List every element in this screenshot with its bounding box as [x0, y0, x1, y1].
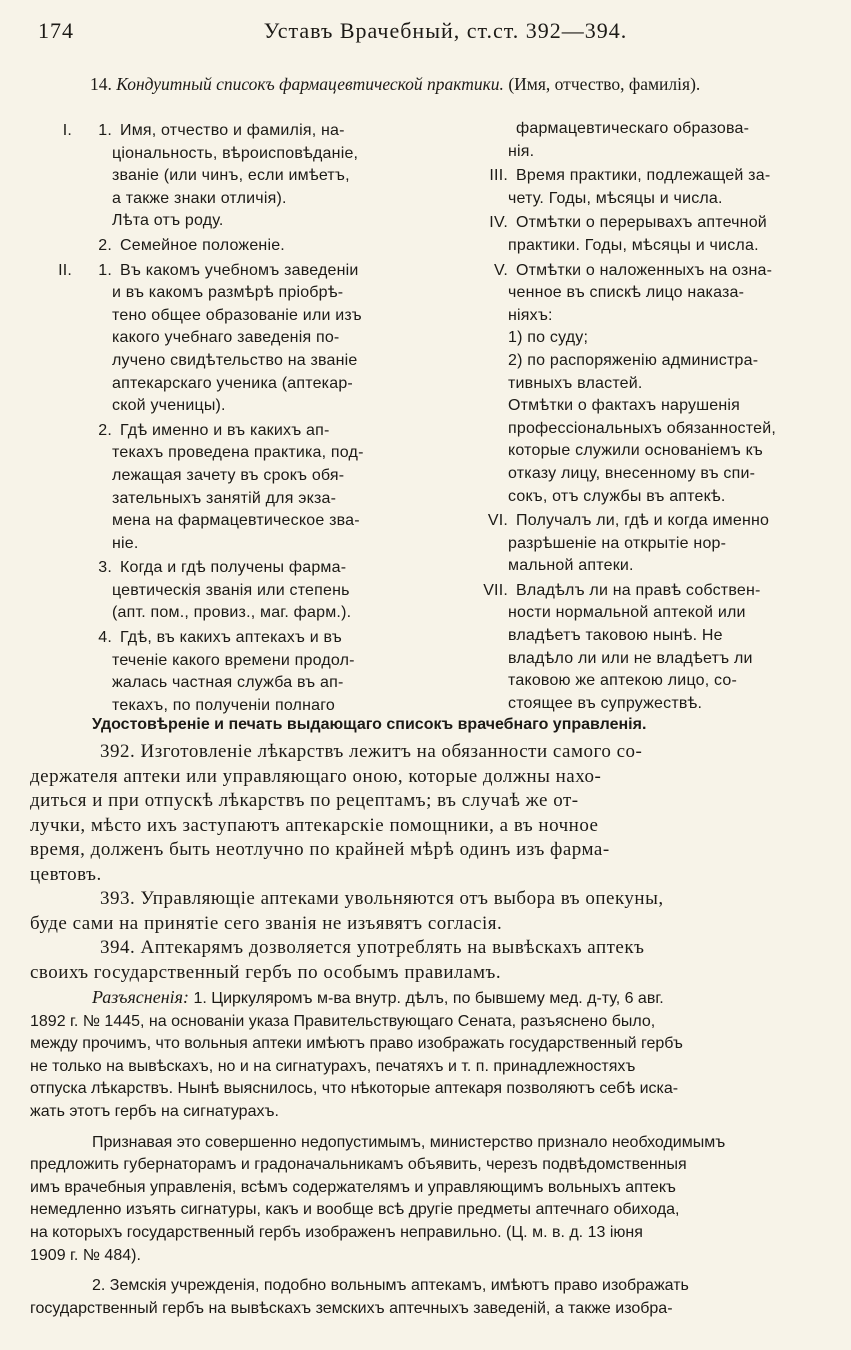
article-line: держателя аптеки или управляющаго оною, которые должны нахо- [30, 765, 602, 787]
form-right-line [470, 555, 815, 578]
form-right-line [470, 260, 815, 283]
item-text: жалась частная служба въ ап- [112, 674, 344, 692]
item-text: а также знаки отличія). [112, 189, 287, 207]
form-right-line [470, 693, 815, 716]
form-right-line [470, 212, 815, 235]
item-text: Семейное положеніе. [120, 236, 285, 254]
article-text: Управляющіе аптеками увольняются отъ выбора въ опекуны, [140, 888, 664, 909]
item-text: Имя, отчество и фамилія, на- [120, 122, 345, 139]
explanation-2-body [30, 1154, 825, 1267]
form-left-line [30, 260, 450, 283]
item-number: 2. [98, 236, 112, 254]
item-text: аптекарскаго ученика (аптекар- [112, 374, 353, 392]
section-roman: IV. [489, 214, 508, 232]
explanation-line: предложить губернаторамъ и градоначальникамъ объявить, черезъ подвѣдомственныя [30, 1156, 687, 1174]
item-text: таковою же аптекою лицо, со- [508, 672, 738, 690]
item-text: (апт. пом., провиз., маг. фарм.). [112, 604, 352, 622]
item-text: Отмѣтки о перерывахъ аптечной [516, 214, 767, 232]
explanation-line: жать этотъ гербъ на сигнатурахъ. [30, 1102, 279, 1120]
explanations-label: Разъясненія: [92, 987, 190, 1007]
item-text: мальной аптеки. [508, 557, 634, 575]
article-number: 394. [100, 937, 136, 958]
article-first-line [30, 740, 825, 765]
section-roman: I. [62, 122, 72, 139]
form-left-line [30, 672, 450, 695]
article-line: цевтовъ. [30, 863, 102, 885]
explanation-1-body [30, 1011, 825, 1124]
form-title [30, 72, 823, 96]
form-right-line [470, 510, 815, 533]
section-roman [30, 235, 80, 258]
form-title-rest: (Имя, отчество, фамилія). [508, 74, 701, 94]
item-text: лежащая зачету въ срокъ обя- [112, 466, 345, 484]
item-text: ціональность, вѣроисповѣданіе, [112, 144, 359, 162]
article-392 [30, 740, 825, 887]
form-right-line [470, 327, 815, 350]
form-left-line [30, 210, 450, 233]
item-text: Гдѣ именно и въ какихъ ап- [120, 421, 330, 439]
item-text: Владѣлъ ли на правѣ собствен- [516, 581, 761, 599]
item-text: нія. [508, 142, 535, 160]
article-number: 393. [100, 888, 136, 909]
item-text: 2) по распоряженію администра- [508, 351, 759, 369]
form-left-line [30, 327, 450, 350]
form-left-line [30, 120, 450, 143]
item-number: 2. [98, 421, 112, 439]
form-left-line [30, 165, 450, 188]
item-text: Гдѣ, въ какихъ аптекахъ и въ [120, 629, 342, 647]
item-text: разрѣшеніе на открытіе нор- [508, 534, 727, 552]
section-roman [470, 118, 516, 141]
page-number: 174 [38, 18, 74, 43]
item-number: 1. [98, 122, 112, 139]
item-text: ніяхъ: [508, 306, 553, 324]
section-roman: III. [489, 167, 508, 185]
explanation-line: 1892 г. № 1445, на основаніи указа Правительствующаго Сената, разъяснено было, [30, 1012, 656, 1030]
form-right-line [470, 141, 815, 164]
certification-line: Удостовѣреніе и печать выдающаго списокъ врачебнаго управленія. [92, 716, 647, 733]
explanation-line: отпуска лѣкарствъ. Нынѣ выяснилось, что нѣкоторые аптекаря позволяютъ себѣ иска- [30, 1080, 679, 1098]
form-title-italic: Кондуитный списокъ фармацевтической практики. [116, 74, 504, 94]
form-right-line [470, 188, 815, 211]
form-left-column [30, 120, 450, 719]
form-right-line [470, 533, 815, 556]
form-right-line [470, 305, 815, 328]
running-title: Уставъ Врачебный, ст.ст. 392—394. [263, 18, 628, 43]
form-right-line [470, 625, 815, 648]
explanations [30, 986, 825, 1320]
form-left-line [30, 143, 450, 166]
article-line: буде сами на принятіе сего званія не изъявятъ согласія. [30, 912, 503, 934]
explanation-3-first-line: 2. Земскія учрежденія, подобно вольнымъ аптекамъ, имѣютъ право изображать [92, 1277, 689, 1295]
form-right-line [470, 418, 815, 441]
form-right-line [470, 395, 815, 418]
running-header [30, 12, 821, 52]
section-roman: V. [493, 261, 508, 279]
form-left-line [30, 395, 450, 418]
item-text: Получалъ ли, гдѣ и когда именно [516, 512, 770, 530]
section-roman: VI. [487, 512, 508, 530]
form-left-line [30, 442, 450, 465]
form-left-line [30, 373, 450, 396]
form-right-line [470, 235, 815, 258]
item-text: Отмѣтки о наложенныхъ на озна- [516, 261, 773, 279]
item-text: тивныхъ властей. [508, 374, 643, 392]
item-text: чету. Годы, мѣсяцы и числа. [508, 189, 723, 207]
form-right-line [470, 602, 815, 625]
item-text: цевтическія званія или степень [112, 581, 350, 599]
article-number: 392. [100, 741, 136, 762]
item-text: Лѣта отъ роду. [112, 212, 224, 230]
form-right-line [470, 165, 815, 188]
item-text: званіе (или чинъ, если имѣетъ, [112, 167, 350, 185]
item-text: ніе. [112, 534, 139, 552]
article-text: Аптекарямъ дозволяется употреблять на вывѣскахъ аптекъ [140, 937, 645, 958]
form-right-column [470, 118, 815, 717]
item-text: Отмѣтки о фактахъ нарушенія [508, 397, 741, 415]
item-text: теченіе какого времени продол- [112, 651, 355, 669]
article-text: Изготовленіе лѣкарствъ лежитъ на обязанности самого со- [140, 741, 643, 762]
form-right-line [470, 350, 815, 373]
form-right-line [470, 463, 815, 486]
explanation-line: 1909 г. № 484). [30, 1246, 141, 1264]
item-text: лучено свидѣтельство на званіе [112, 351, 358, 369]
item-text: ской ученицы). [112, 397, 226, 415]
form-left-line [30, 650, 450, 673]
form-left-line [30, 235, 450, 258]
item-text: Когда и гдѣ получены фарма- [120, 559, 347, 577]
section-roman: VII. [483, 581, 508, 599]
explanation-line: между прочимъ, что вольныя аптеки имѣютъ право изображать государственный гербъ [30, 1035, 683, 1053]
item-number: 1. [98, 261, 112, 279]
explanation-2-first-line: Признавая это совершенно недопустимымъ, министерство признало необходимымъ [92, 1133, 726, 1151]
form-left-line [30, 695, 450, 718]
form-left-line [30, 488, 450, 511]
item-text: и въ какомъ размѣрѣ пріобрѣ- [112, 284, 344, 302]
form-left-line [30, 282, 450, 305]
form-number: 14. [90, 74, 112, 94]
form-left-line [30, 350, 450, 373]
explanation-line: государственный гербъ на вывѣскахъ земскихъ аптечныхъ заведеній, а также изобра- [30, 1299, 673, 1317]
item-text: стоящее въ супружествѣ. [508, 694, 703, 712]
form-left-line [30, 602, 450, 625]
explanation-1-first-line: Разъясненія: 1. Циркуляромъ м-ва внутр. дѣлъ, по бывшему мед. д-ту, 6 авг. [92, 987, 664, 1007]
section-roman [30, 420, 80, 443]
item-text: владѣло ли или не владѣетъ ли [508, 649, 753, 667]
item-text: профессіональныхъ обязанностей, [508, 419, 776, 437]
item-text: фармацевтическаго образова- [516, 120, 750, 137]
form-right-line [470, 486, 815, 509]
explanation-line: немедленно изъять сигнатуры, какъ и вообще всѣ другіе предметы аптечнаго обихода, [30, 1201, 680, 1219]
article-line: диться и при отпускѣ лѣкарствъ по рецептамъ; въ случаѣ же от- [30, 790, 579, 811]
item-text: Время практики, подлежащей за- [516, 167, 771, 185]
item-number: 4. [98, 629, 112, 647]
section-roman: II. [58, 261, 72, 279]
item-number: 3. [98, 559, 112, 577]
item-text: ченное въ спискѣ лицо наказа- [508, 284, 745, 302]
form-left-line [30, 420, 450, 443]
section-roman [30, 557, 80, 580]
item-text: отказу лицу, внесенному въ спи- [508, 464, 756, 482]
article-first-line [30, 887, 825, 912]
form-right-line [470, 580, 815, 603]
item-text: сокъ, отъ службы въ аптекѣ. [508, 487, 726, 505]
form-left-line [30, 533, 450, 556]
form-left-line [30, 510, 450, 533]
form-left-line [30, 465, 450, 488]
article-line: время, долженъ быть неотлучно по крайней мѣрѣ одинъ изъ фарма- [30, 839, 610, 860]
item-text: владѣетъ таковою нынѣ. Не [508, 627, 723, 645]
item-text: текахъ проведена практика, под- [112, 444, 364, 462]
form-left-line [30, 557, 450, 580]
item-text: какого учебнаго заведенія по- [112, 329, 340, 347]
item-text: 1) по суду; [508, 329, 589, 347]
form-left-line [30, 305, 450, 328]
form-left-line [30, 188, 450, 211]
item-text: текахъ, по полученіи полнаго [112, 696, 336, 714]
explanation-line: на которыхъ государственный гербъ изображенъ неправильно. (Ц. м. в. д. 13 іюня [30, 1223, 643, 1241]
article-line: лучки, мѣсто ихъ заступаютъ аптекарскіе помощники, а въ ночное [30, 814, 599, 836]
item-text: Въ какомъ учебномъ заведеніи [120, 261, 359, 279]
item-text: зательныхъ занятій для экза- [112, 489, 337, 507]
form-right-line [470, 648, 815, 671]
form-left-line [30, 580, 450, 603]
form-right-line [470, 670, 815, 693]
section-roman [30, 627, 80, 650]
item-text: мена на фармацевтическое зва- [112, 512, 360, 530]
form-right-line [470, 282, 815, 305]
article-394 [30, 936, 825, 985]
article-line: своихъ государственный гербъ по особымъ правиламъ. [30, 961, 502, 983]
explanation-line: не только на вывѣскахъ, но и на сигнатурахъ, печатяхъ и т. п. принадлежностяхъ [30, 1057, 636, 1075]
form-right-line [470, 373, 815, 396]
item-text: которые служили основаніемъ къ [508, 442, 763, 460]
article-first-line [30, 936, 825, 961]
explanation-3-body [30, 1298, 825, 1321]
form-right-line [470, 118, 815, 141]
item-text: практики. Годы, мѣсяцы и числа. [508, 236, 759, 254]
item-text: тено общее образованіе или изъ [112, 306, 362, 324]
explanation-line: имъ врачебныя управленія, всѣмъ содержателямъ и управляющимъ вольныхъ аптекъ [30, 1178, 676, 1196]
form-left-line [30, 627, 450, 650]
form-right-line [470, 440, 815, 463]
article-393 [30, 887, 825, 936]
item-text: ности нормальной аптекой или [508, 604, 746, 622]
